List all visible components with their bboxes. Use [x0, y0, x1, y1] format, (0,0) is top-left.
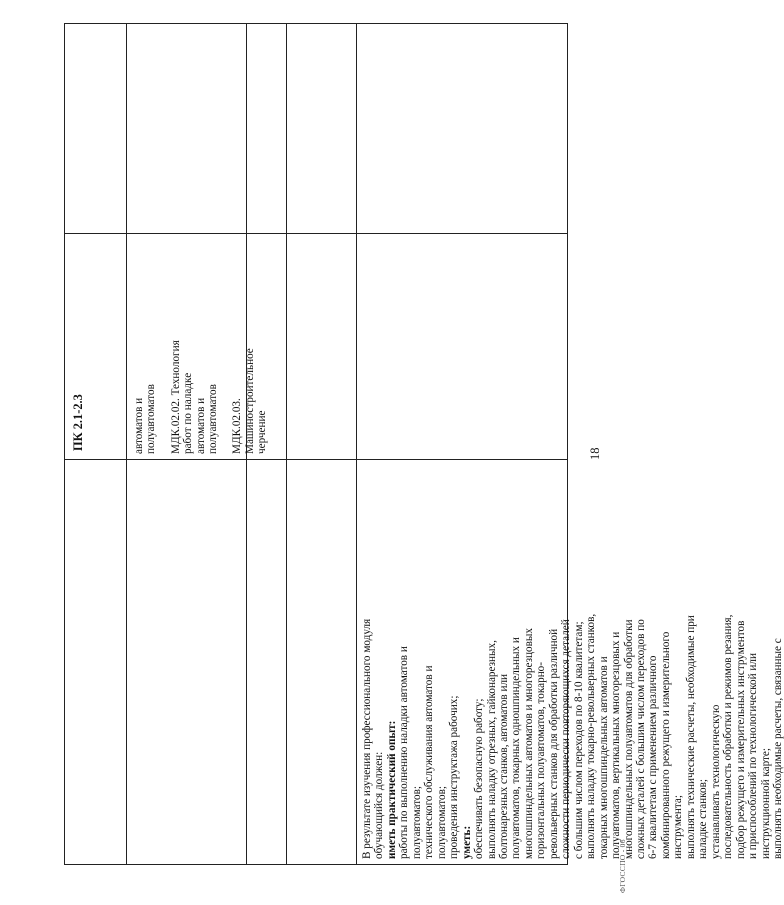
requirement-line: подбор режущего и измерительных инструментов	[734, 620, 747, 859]
requirement-line: выполнять необходимые расчеты, связанные с	[771, 638, 784, 859]
requirement-line: револьверных станков для обработки различной	[547, 628, 560, 859]
requirement-line: полуавтоматов;	[410, 786, 423, 859]
requirement-line: обеспечивать безопасную работу;	[473, 698, 486, 859]
requirement-line: сложности периодически повторяющихся деталей	[560, 619, 573, 859]
column-divider	[65, 233, 126, 234]
requirement-line: В результате изучения профессионального модуля	[361, 618, 373, 859]
requirement-line: работы по выполнению наладки автоматов и	[398, 646, 411, 859]
mdk-line: полуавтоматов	[145, 384, 158, 454]
mdk-line: полуавтоматов	[207, 384, 220, 454]
requirement-line: полуавтоматов, вертикальных многорезцовых и	[610, 631, 623, 859]
requirement-line: горизонтальных полуавтоматов, токарно-	[535, 662, 548, 859]
table-row	[287, 24, 357, 864]
page-number: 18	[588, 447, 602, 460]
mdk-line: автоматов и	[133, 397, 145, 454]
requirement-line: токарных многошпиндельных автоматов и	[597, 656, 610, 859]
table-cell	[127, 459, 246, 864]
table-row	[65, 24, 127, 864]
requirement-line: многошпиндельных автоматов и многорезцовых	[522, 628, 535, 859]
requirement-line: сложных деталей с большим числом переходов по	[634, 619, 647, 859]
column-divider	[357, 233, 567, 234]
table-row	[247, 24, 287, 864]
requirement-heading: уметь:	[460, 825, 473, 859]
table-row	[127, 24, 269, 864]
requirement-line	[461, 465, 473, 859]
table-cell	[127, 24, 269, 459]
mdk-line: автоматов и	[194, 397, 207, 454]
table-cell	[247, 24, 286, 459]
mdk-line: черчение	[256, 410, 269, 454]
table-cell	[247, 459, 286, 864]
requirement-line: многошпиндельных полуавтоматов для обработки	[622, 619, 635, 859]
requirement-line: и приспособлений по технологической или	[747, 653, 760, 859]
table-cell	[65, 24, 126, 459]
requirement-heading: иметь практический опыт:	[385, 720, 398, 859]
column-divider	[127, 233, 246, 234]
requirement-line: инструкционной карте;	[759, 747, 772, 859]
requirement-line: проведения инструктажа рабочих;	[448, 695, 461, 859]
mdk-line: Машиностроительное	[243, 348, 256, 454]
table-cell	[287, 459, 356, 864]
requirement-line: выполнять технические расчеты, необходимые при	[684, 615, 697, 859]
requirement-line: выполнять наладку отрезных, гайконарезных,	[485, 640, 498, 859]
requirement-line: инструмента;	[672, 795, 685, 859]
table-cell	[65, 459, 126, 864]
requirement-line: обучающийся должен:	[373, 751, 386, 859]
table-cell	[357, 24, 567, 459]
footer-code: ФГОССПО - 06	[618, 839, 627, 893]
requirement-line: болтонарезных станков, автоматов или	[497, 673, 510, 859]
mdk-line: работ по наладке	[182, 372, 195, 454]
mdk-line: МДК.02.02. Технология	[169, 340, 182, 454]
requirement-line: 6-7 квалитетам с применением различного	[647, 655, 660, 859]
requirement-line: технического обслуживания автоматов и	[423, 665, 436, 859]
requirement-line: выполнять наладку токарно-револьверных станков,	[585, 613, 598, 859]
requirement-line: полуавтоматов;	[435, 786, 448, 859]
table-cell	[287, 24, 356, 459]
mdk-line: МДК.02.03.	[231, 398, 244, 454]
requirement-line: наладке станков;	[697, 778, 710, 859]
requirement-line: последовательность обработки и режимов резания,	[722, 614, 735, 859]
requirement-line: полуавтоматов, токарных одношпиндельных и	[510, 637, 523, 859]
column-divider	[287, 233, 356, 234]
requirement-line	[386, 465, 398, 859]
requirements-cell	[357, 459, 784, 864]
competency-code: ПК 2.1-2.3	[71, 394, 85, 451]
requirement-line: устанавливать технологическую	[709, 704, 722, 859]
requirement-line: с большим числом переходов по 8-10 квалитетам;	[572, 621, 585, 859]
requirement-line: комбинированного режущего и измерительного	[659, 631, 672, 859]
column-divider	[247, 233, 286, 234]
